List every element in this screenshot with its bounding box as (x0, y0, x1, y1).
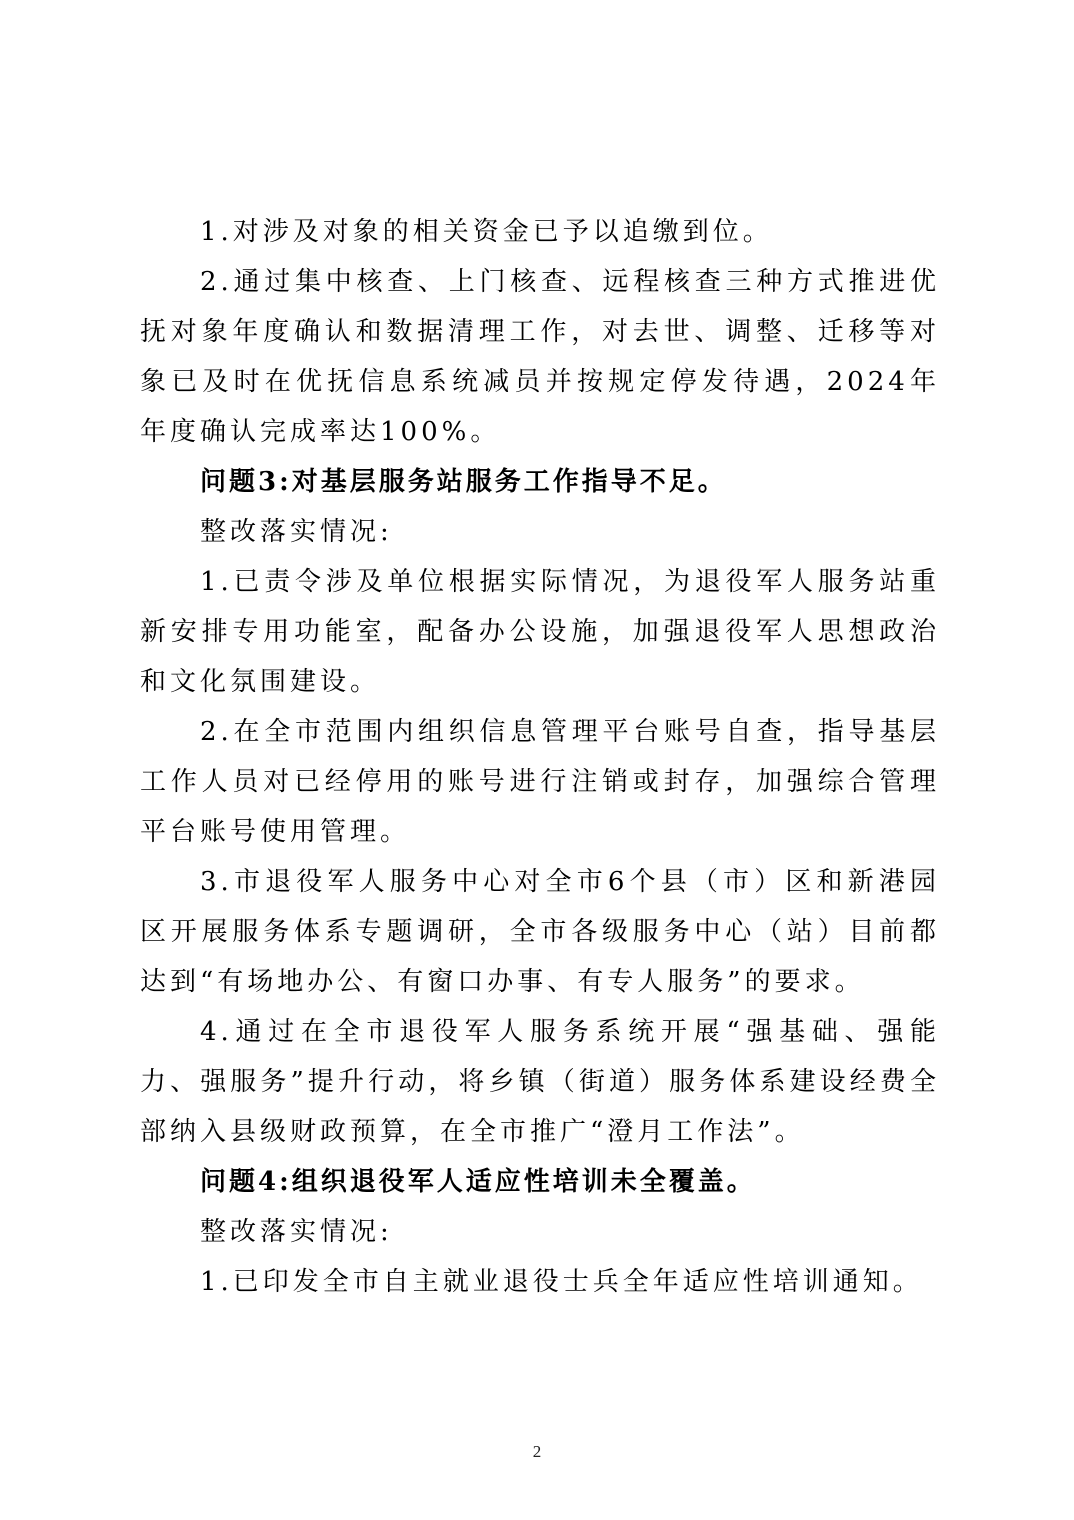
page-number: 2 (532, 1442, 542, 1461)
rectification-label-issue-3: 整改落实情况: (200, 517, 393, 547)
paragraph-service-station-rooms: 1.已责令涉及单位根据实际情况，为退役军人服务站重新安排专用功能室，配备办公设施，加强退役军人思想政治和文化氛围建设。 (140, 567, 940, 697)
document-body (140, 207, 940, 1307)
issue-4-heading: 问题4:组织退役军人适应性培训未全覆盖。 (200, 1167, 756, 1197)
paragraph-service-system-survey: 3.市退役军人服务中心对全市6个县（市）区和新港园区开展服务体系专题调研，全市各级服务中心（站）目前都达到“有场地办公、有窗口办事、有专人服务”的要求。 (140, 867, 940, 997)
paragraph-training-notice: 1.已印发全市自主就业退役士兵全年适应性培训通知。 (200, 1267, 923, 1297)
rectification-label-issue-4: 整改落实情况: (200, 1217, 393, 1247)
paragraph-annual-confirmation: 2.通过集中核查、上门核查、远程核查三种方式推进优抚对象年度确认和数据清理工作，对去世、调整、迁移等对象已及时在优抚信息系统减员并按规定停发待遇，2024年年度确认完成率达100%。 (140, 267, 940, 447)
issue-3-heading: 问题3:对基层服务站服务工作指导不足。 (200, 467, 727, 497)
paragraph-upgrade-campaign: 4.通过在全市退役军人服务系统开展“强基础、强能力、强服务”提升行动，将乡镇（街道）服务体系建设经费全部纳入县级财政预算，在全市推广“澄月工作法”。 (140, 1017, 940, 1147)
paragraph-account-self-check: 2.在全市范围内组织信息管理平台账号自查，指导基层工作人员对已经停用的账号进行注销或封存，加强综合管理平台账号使用管理。 (140, 717, 940, 847)
paragraph-funds-recovered: 1.对涉及对象的相关资金已予以追缴到位。 (200, 217, 773, 247)
